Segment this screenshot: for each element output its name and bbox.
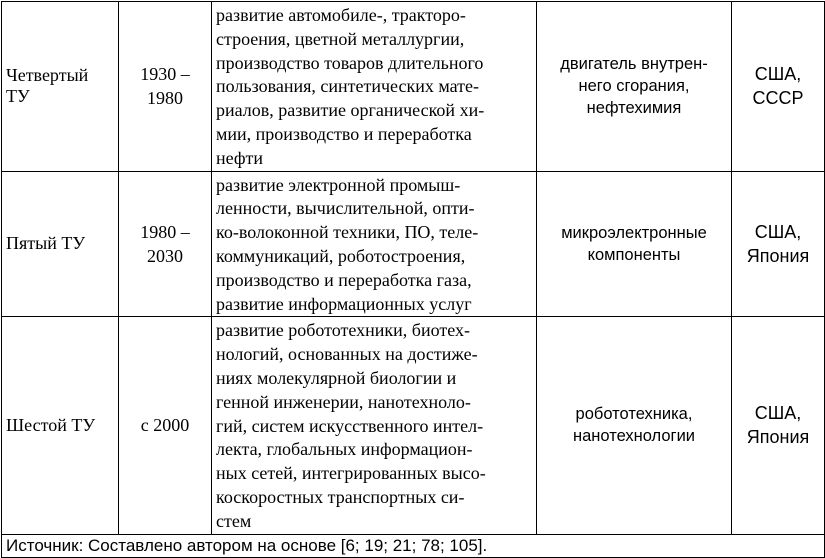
countries-cell [732, 171, 825, 317]
directions-line: коскоростных транспортных си- [216, 486, 465, 507]
directions-cell [212, 171, 537, 317]
directions-line: производство и переработка газа, [216, 269, 472, 290]
mode-name-cell [2, 317, 119, 534]
directions-line: развитие электронной промыш- [216, 174, 461, 195]
directions-line: ленности, вычислительной, опти- [216, 198, 475, 219]
mode-name-line: ТУ [6, 86, 30, 107]
country-line: Япония [746, 245, 810, 266]
country-line: Япония [746, 427, 810, 448]
core-line: нанотехнологии [572, 427, 696, 446]
table-row [2, 2, 825, 172]
mode-name-line: Четвертый [6, 65, 89, 86]
country-line: США, [754, 64, 802, 85]
directions-line: мии, производство и переработка [216, 123, 472, 144]
period-cell [119, 317, 212, 534]
mode-name-line: Пятый ТУ [6, 233, 86, 254]
mode-name-line: Шестой ТУ [6, 414, 96, 435]
period-line: 1980 [147, 88, 183, 109]
directions-line: лекта, глобальных информацион- [216, 439, 473, 460]
core-line: микроэлектронные [561, 223, 707, 242]
directions-cell [212, 317, 537, 534]
directions-line: развитие автомобиле-, тракторо- [216, 5, 466, 25]
directions-line: генной инженерии, нанотехноло- [216, 391, 471, 412]
directions-line: коммуникаций, роботостроения, [216, 245, 466, 266]
directions-line: производство товаров длительного [216, 52, 484, 73]
core-line: компоненты [587, 245, 681, 264]
period-line: 2030 [147, 245, 183, 266]
directions-line: риалов, развитие органической хи- [216, 100, 485, 121]
directions-cell [212, 2, 537, 172]
table-row [2, 171, 825, 317]
country-line: США, [754, 403, 802, 424]
period-cell [119, 171, 212, 317]
core-cell [537, 171, 732, 317]
directions-line: развитие робототехники, биотех- [216, 320, 470, 341]
directions-line: развитие информационных услуг [216, 293, 472, 314]
country-line: СССР [752, 88, 804, 109]
source-note: Источник: Составлено автором на основе [6; 19; 21; 78; 105]. [2, 534, 825, 557]
countries-cell [732, 2, 825, 172]
period-line: 1980 – [140, 221, 190, 242]
directions-line: нологий, основанных на достиже- [216, 344, 478, 365]
core-line: него сгорания, [578, 77, 690, 96]
core-line: нефтехимия [586, 99, 682, 118]
directions-line: ко-волоконной техники, ПО, теле- [216, 222, 479, 243]
source-row [2, 534, 825, 557]
table-row [2, 317, 825, 534]
core-line: двигатель внутрен- [560, 55, 708, 74]
directions-line: стем [216, 510, 252, 531]
directions-line: гий, систем искусственного интел- [216, 415, 484, 436]
mode-name-cell [2, 2, 119, 172]
core-cell [537, 317, 732, 534]
period-cell [119, 2, 212, 172]
period-line: 1930 – [140, 64, 190, 85]
country-line: США, [754, 221, 802, 242]
directions-line: ных сетей, интегрированных высо- [216, 463, 486, 484]
directions-line: строения, цветной металлургии, [216, 28, 465, 49]
technological-modes-table [1, 1, 825, 558]
core-cell [537, 2, 732, 172]
period-line: с 2000 [140, 415, 190, 436]
core-line: робототехника, [575, 405, 693, 424]
directions-line: пользования, синтетических мате- [216, 76, 479, 97]
mode-name-cell [2, 171, 119, 317]
countries-cell [732, 317, 825, 534]
directions-line: нефти [216, 147, 264, 168]
directions-line: ниях молекулярной биологии и [216, 367, 457, 388]
